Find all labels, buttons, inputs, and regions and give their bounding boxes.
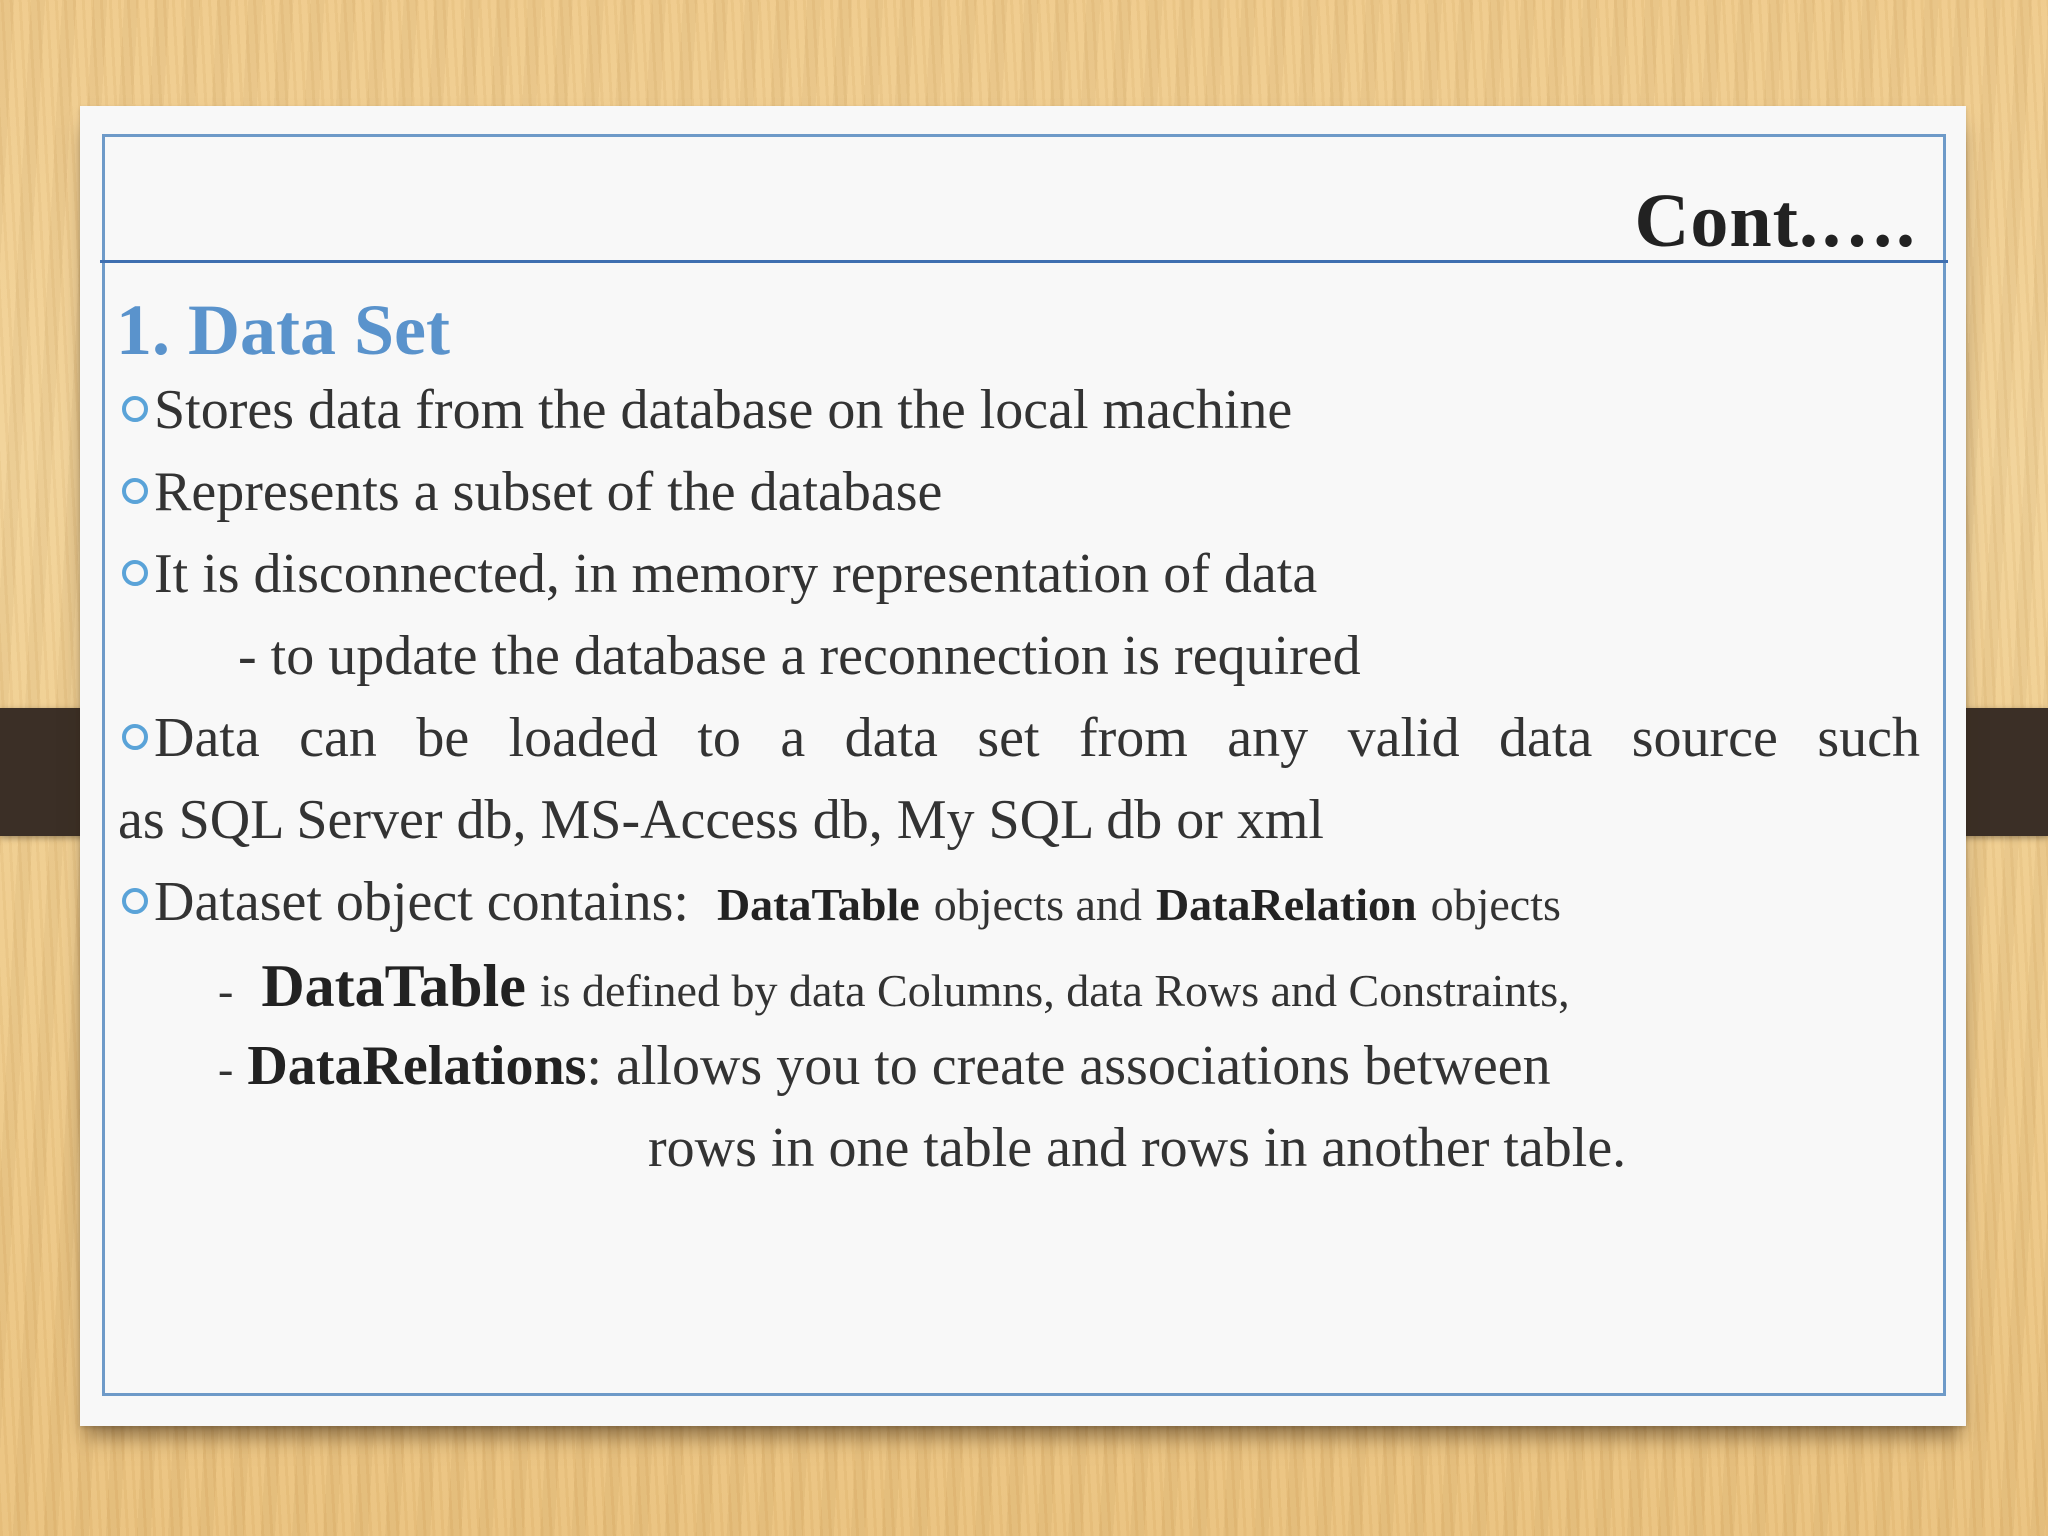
slide-title: Cont.…. bbox=[1634, 179, 1916, 263]
bullet-subset: Represents a subset of the database bbox=[122, 464, 942, 520]
sub-datarelations-continued: rows in one table and rows in another table. bbox=[648, 1117, 1627, 1179]
hollow-circle-icon bbox=[122, 560, 148, 586]
sub-datatable: - DataTable is defined by data Columns, data Rows and Constraints, bbox=[218, 953, 1570, 1019]
sub-reconnection: - to update the database a reconnection is required bbox=[238, 625, 1361, 687]
bullet-disconnected: It is disconnected, in memory representation of data bbox=[122, 546, 1317, 602]
slide-card bbox=[80, 106, 1966, 1426]
sub-datarelations: - DataRelations: allows you to create associations between bbox=[218, 1035, 1551, 1097]
bullet-data-loaded: Data can be loaded to a data set from any valid data source such bbox=[122, 710, 1920, 766]
hollow-circle-icon bbox=[122, 478, 148, 504]
section-heading: 1. Data Set bbox=[116, 290, 450, 370]
hollow-circle-icon bbox=[122, 396, 148, 422]
data-sources-line: as SQL Server db, MS-Access db, My SQL db or xml bbox=[118, 789, 1324, 851]
bullet-dataset-contains: Dataset object contains: DataTable objects and DataRelation objects bbox=[122, 874, 1561, 930]
hollow-circle-icon bbox=[122, 724, 148, 750]
hollow-circle-icon bbox=[122, 888, 148, 914]
slide-content bbox=[80, 106, 1966, 1426]
bullet-stores-data: Stores data from the database on the local machine bbox=[122, 382, 1292, 438]
